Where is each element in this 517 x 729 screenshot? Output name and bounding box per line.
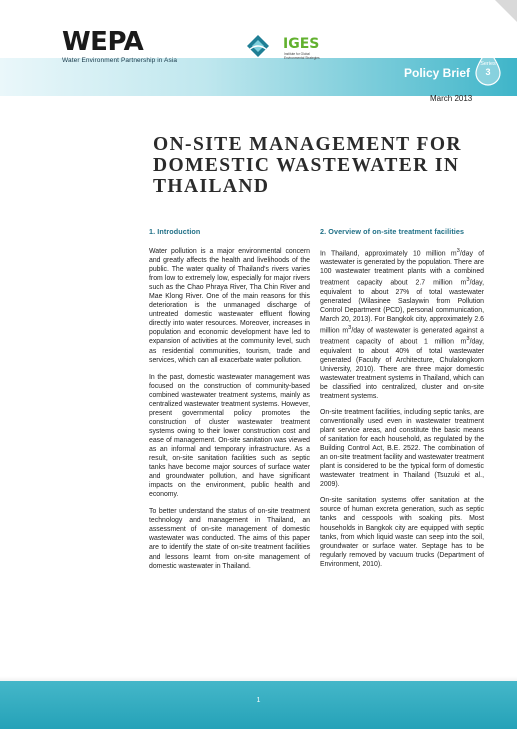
overview-paragraph-3: On-site sanitation systems offer sanitation at the source of human excreta generation, such as septic tanks and cesspools with soaking pits. Most households in Bangkok city are equipped with septic tanks, from which liquid waste can seep into the soil, groundwater or surface water. Septage has to be regularly removed by vacuum trucks (Department of Environment, 2010). [320,497,484,568]
iges-subtitle: Institute for Global Environmental Strategies [284,52,320,60]
overview-paragraph-2: On-site treatment facilities, including septic tanks, are conventionally used even in wastewater treatment plant service areas, and constitute the basic means of sanitation for each household, as regulated by the Building Control Act, B.E. 2522. The combination of an on-site treatment facility and wastewater treatment plant is considered to be the typical form of domestic wastewater treatment in Thailand (Tsuzuki et al., 2009). [320,408,484,489]
overview-column [320,227,484,576]
footer-band [0,681,517,729]
overview-heading: 2. Overview of on-site treatment facilities [320,227,465,236]
wepa-logo: WEPA [62,27,144,57]
iges-logo: IGES [283,36,320,52]
introduction-column [149,227,310,579]
page-corner-fold [495,0,517,22]
overview-paragraph-1: In Thailand, approximately 10 million $m^3$/day of wastewater is generated by the population. There are 100 wastewater treatment plants with a combined treatment capacity about 2.7 million $m^3$/day, equivalent to about 27% of total wastewater generated (Wilasinee Saslaywin from Pollution Control Department (PCD), personal communication, March 20, 2013). For Bangkok city, approximately 2.6 million $m^3$/day of wastewater is generated against a treatment capacity of about 1 million $m^3$/day, equivalent to about 40% of total wastewater generated (Faculty of Architecture, Chulalongkorn University, 2010). There are three major domestic wastewater treatment systems in Thailand, which can be classified into centralized, cluster and on-site treatment systems. [320,248,485,400]
introduction-heading: 1. Introduction [149,227,201,236]
header [0,0,517,112]
wepa-tagline: Water Environment Partnership in Asia [62,57,178,64]
partner-diamond-icon [246,34,270,58]
document-title: ON-SITE MANAGEMENT FOR DOMESTIC WASTEWATER IN THAILAND [153,134,462,197]
intro-paragraph-1: Water pollution is a major environmental concern and greatly affects the health and livelihoods of the public. The water quality of Thailand's rivers varies from low to extremely low, especially for major rivers such as the Chao Phraya River, Tha Chin River and Mae Klong River. One of the main reasons for this deterioration is the unmanaged discharge of untreated domestic wastewater effluent flowing directly into water resources. Moreover, increases in population and economic development have led to expansion of activities at the community level, such as residential communities, tourism, trade and services, which can all exacerbate water pollution. [149,248,310,364]
publication-date: March 2013 [430,94,473,103]
intro-paragraph-2: In the past, domestic wastewater management was focused on the construction of community-based combined wastewater treatment systems, mainly as centralized wastewater treatment systems. However, present governmental policy promotes the construction of cluster wastewater treatment systems owing to their lower construction cost and ease of management. On-site sanitation was viewed as an informal and temporary infrastructure. As a result, on-site sanitation facilities such as septic tanks have become major sources of surface water and groundwater pollution, and have significant impacts on the environment, public health and economy. [149,373,310,499]
series-label: Series [480,61,496,67]
page-number: 1 [256,697,261,704]
policy-brief-label: Policy Brief [404,66,471,80]
series-number: 3 [485,67,491,77]
intro-paragraph-3: To better understand the status of on-site treatment technology and management in Thailand, an assessment of on-site management of domestic wastewater was conducted. The aims of this paper are to identify the state of on-site treatment facilities and lessons learnt from on-site management of domestic wastewater in Thailand. [149,508,310,570]
